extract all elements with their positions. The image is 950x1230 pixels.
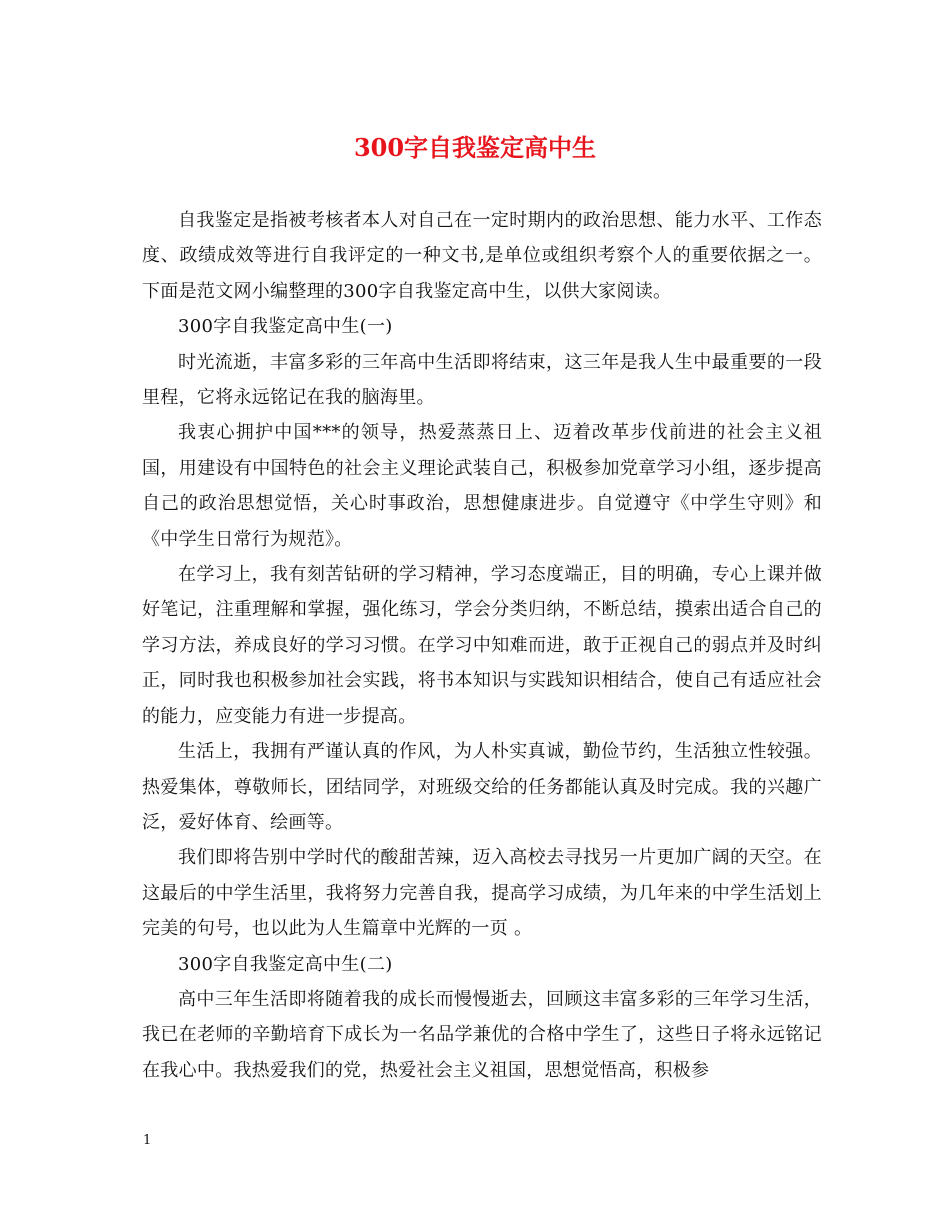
body-paragraph: 我们即将告别中学时代的酸甜苦辣，迈入高校去寻找另一片更加广阔的天空。在这最后的中学生活里，我将努力完善自我，提高学习成绩，为几年来的中学生活划上完美的句号，也以此为人生篇章中光辉的一页 。	[142, 847, 822, 940]
body-paragraph: 高中三年生活即将随着我的成长而慢慢逝去，回顾这丰富多彩的三年学习生活，我已在老师的辛勤培育下成长为一名品学兼优的合格中学生了，这些日子将永远铭记在我心中。我热爱我们的党，热爱社会主义祖国，思想觉悟高，积极参	[142, 988, 822, 1081]
body-paragraph: 我衷心拥护中国***的领导，热爱蒸蒸日上、迈着改革步伐前进的社会主义祖国，用建设有中国特色的社会主义理论武装自己，积极参加党章学习小组，逐步提高自己的政治思想觉悟，关心时事政治，思想健康进步。自觉遵守《中学生守则》和《中学生日常行为规范》。	[142, 422, 822, 550]
document-title: 300字自我鉴定高中生	[353, 133, 597, 162]
section-heading-2: 300字自我鉴定高中生(二)	[178, 953, 393, 975]
intro-paragraph: 自我鉴定是指被考核者本人对自己在一定时期内的政治思想、能力水平、工作态度、政绩成效等进行自我评定的一种文书,是单位或组织考察个人的重要依据之一。下面是范文网小编整理的300字自我鉴定高中生，以供大家阅读。	[142, 210, 822, 302]
page-number: 1	[143, 1133, 152, 1148]
document-body	[142, 203, 822, 1088]
body-paragraph: 时光流逝，丰富多彩的三年高中生活即将结束，这三年是我人生中最重要的一段里程，它将永远铭记在我的脑海里。	[142, 351, 822, 409]
section-heading-1: 300字自我鉴定高中生(一)	[178, 316, 393, 338]
body-paragraph: 在学习上，我有刻苦钻研的学习精神，学习态度端正，目的明确，专心上课并做好笔记，注重理解和掌握，强化练习，学会分类归纳，不断总结，摸索出适合自己的学习方法，养成良好的学习习惯。在学习中知难而进，敢于正视自己的弱点并及时纠正，同时我也积极参加社会实践，将书本知识与实践知识相结合，使自己有适应社会的能力，应变能力有进一步提高。	[142, 564, 822, 727]
body-paragraph: 生活上，我拥有严谨认真的作风，为人朴实真诚，勤俭节约，生活独立性较强。热爱集体，尊敬师长，团结同学，对班级交给的任务都能认真及时完成。我的兴趣广泛，爱好体育、绘画等。	[142, 741, 822, 833]
